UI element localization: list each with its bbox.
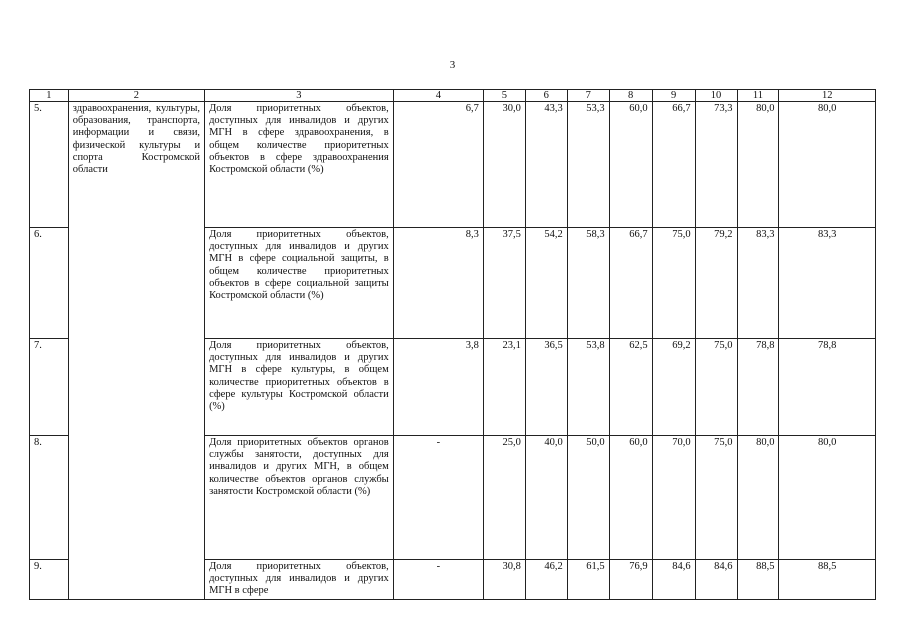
value-cell: 78,8 bbox=[737, 339, 779, 436]
value-cell: 88,5 bbox=[737, 560, 779, 600]
value-cell: 80,0 bbox=[737, 102, 779, 228]
column-header: 2 bbox=[68, 90, 204, 102]
header-row bbox=[30, 90, 876, 102]
value-cell: 83,3 bbox=[779, 228, 876, 339]
column-header: 8 bbox=[609, 90, 652, 102]
table-row bbox=[30, 102, 876, 228]
value-cell: - bbox=[393, 560, 483, 600]
indicator-name: Доля приоритетных объектов, доступных для инвалидов и других МГН в сфере bbox=[205, 560, 394, 600]
value-cell: 8,3 bbox=[393, 228, 483, 339]
value-cell: 50,0 bbox=[567, 436, 609, 560]
column-header: 7 bbox=[567, 90, 609, 102]
column-header: 12 bbox=[779, 90, 876, 102]
value-cell: 69,2 bbox=[652, 339, 695, 436]
value-cell: 78,8 bbox=[779, 339, 876, 436]
value-cell: 83,3 bbox=[737, 228, 779, 339]
value-cell: 84,6 bbox=[695, 560, 737, 600]
column-header: 5 bbox=[483, 90, 525, 102]
value-cell: 54,2 bbox=[525, 228, 567, 339]
value-cell: 70,0 bbox=[652, 436, 695, 560]
indicator-name: Доля приоритетных объектов, доступных для инвалидов и других МГН в сфере социальной защиты, в общем количестве приоритетных объектов в сфере социальной защиты Костромской области (%) bbox=[205, 228, 394, 339]
value-cell: 73,3 bbox=[695, 102, 737, 228]
value-cell: - bbox=[393, 436, 483, 560]
value-cell: 23,1 bbox=[483, 339, 525, 436]
value-cell: 80,0 bbox=[779, 436, 876, 560]
indicator-name: Доля приоритетных объектов, доступных для инвалидов и других МГН в сфере здравоохранения, в общем количестве приоритетных объектов в сфере здравоохранения Костромской области (%) bbox=[205, 102, 394, 228]
value-cell: 75,0 bbox=[652, 228, 695, 339]
group-label: здравоохранения, культуры, образования, транспорта, информации и связи, физической культуры и спорта Костромской области bbox=[68, 102, 204, 600]
column-header: 4 bbox=[393, 90, 483, 102]
indicator-name: Доля приоритетных объектов органов службы занятости, доступных для инвалидов и других МГН, в общем количестве объектов органов службы занятости Костромской области (%) bbox=[205, 436, 394, 560]
value-cell: 66,7 bbox=[652, 102, 695, 228]
row-number: 6. bbox=[30, 228, 69, 339]
value-cell: 3,8 bbox=[393, 339, 483, 436]
value-cell: 6,7 bbox=[393, 102, 483, 228]
value-cell: 76,9 bbox=[609, 560, 652, 600]
value-cell: 40,0 bbox=[525, 436, 567, 560]
value-cell: 88,5 bbox=[779, 560, 876, 600]
value-cell: 61,5 bbox=[567, 560, 609, 600]
row-number: 5. bbox=[30, 102, 69, 228]
value-cell: 53,8 bbox=[567, 339, 609, 436]
value-cell: 43,3 bbox=[525, 102, 567, 228]
value-cell: 53,3 bbox=[567, 102, 609, 228]
value-cell: 37,5 bbox=[483, 228, 525, 339]
indicators-table bbox=[29, 89, 876, 600]
row-number: 8. bbox=[30, 436, 69, 560]
value-cell: 25,0 bbox=[483, 436, 525, 560]
column-header: 9 bbox=[652, 90, 695, 102]
row-number: 9. bbox=[30, 560, 69, 600]
column-header: 3 bbox=[205, 90, 394, 102]
value-cell: 66,7 bbox=[609, 228, 652, 339]
value-cell: 84,6 bbox=[652, 560, 695, 600]
indicator-name: Доля приоритетных объектов, доступных для инвалидов и других МГН в сфере культуры, в общем количестве приоритетных объектов в сфере культуры Костромской области (%) bbox=[205, 339, 394, 436]
column-header: 11 bbox=[737, 90, 779, 102]
value-cell: 75,0 bbox=[695, 436, 737, 560]
column-header: 1 bbox=[30, 90, 69, 102]
value-cell: 75,0 bbox=[695, 339, 737, 436]
value-cell: 80,0 bbox=[779, 102, 876, 228]
value-cell: 58,3 bbox=[567, 228, 609, 339]
value-cell: 30,0 bbox=[483, 102, 525, 228]
value-cell: 60,0 bbox=[609, 436, 652, 560]
row-number: 7. bbox=[30, 339, 69, 436]
value-cell: 62,5 bbox=[609, 339, 652, 436]
column-header: 10 bbox=[695, 90, 737, 102]
page-number: 3 bbox=[449, 59, 456, 71]
value-cell: 46,2 bbox=[525, 560, 567, 600]
value-cell: 79,2 bbox=[695, 228, 737, 339]
value-cell: 60,0 bbox=[609, 102, 652, 228]
value-cell: 30,8 bbox=[483, 560, 525, 600]
column-header: 6 bbox=[525, 90, 567, 102]
value-cell: 80,0 bbox=[737, 436, 779, 560]
value-cell: 36,5 bbox=[525, 339, 567, 436]
